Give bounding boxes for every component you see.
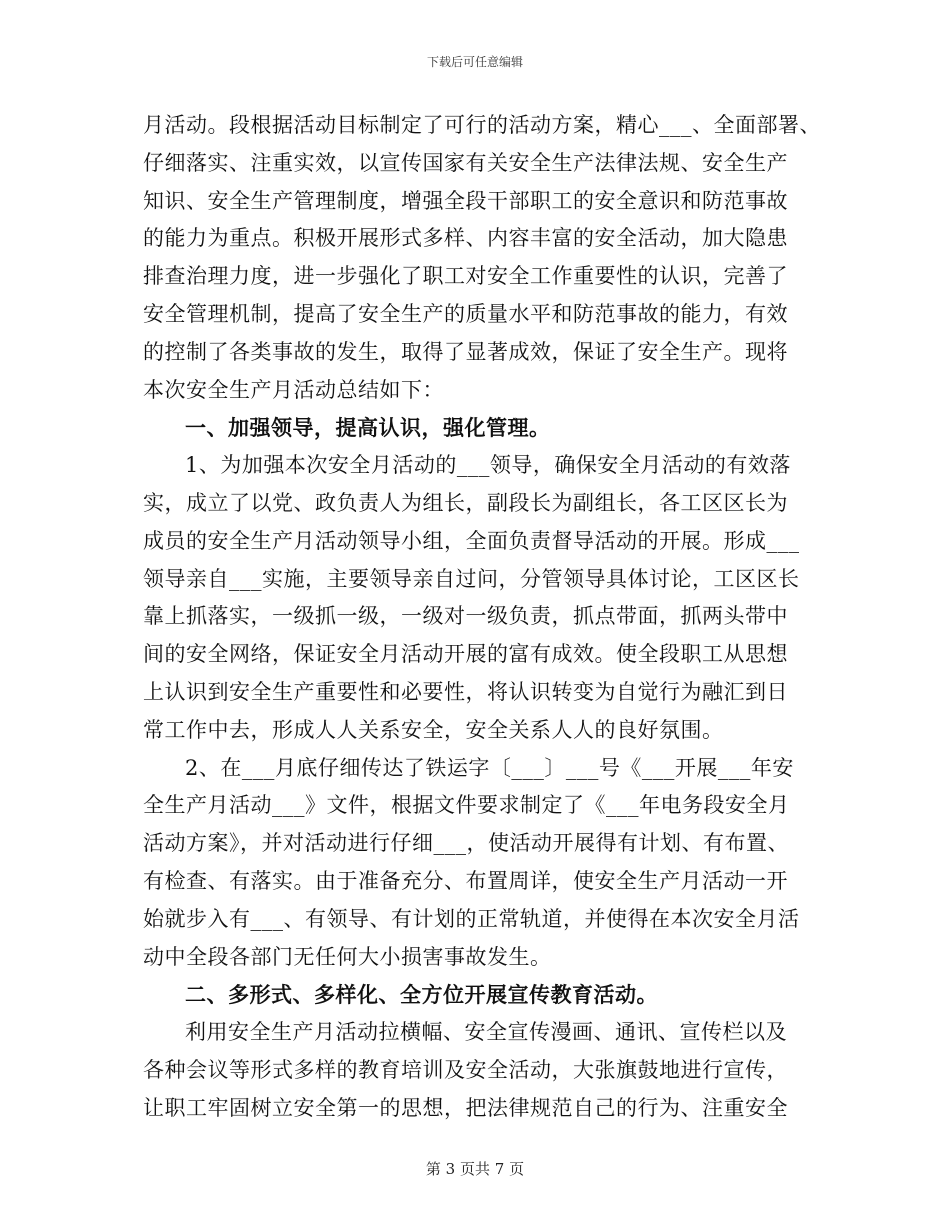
body-text-line: 活动方案》，并对活动进行仔细___，使活动开展得有计划、有布置、 [143,831,789,856]
body-text-line: 仔细落实、注重实效，以宣传国家有关安全生产法律法规、安全生产 [143,150,788,175]
body-text-line: 常工作中去，形成人人关系安全，安全关系人人的良好氛围。 [143,717,724,742]
body-text-line: 安全管理机制，提高了安全生产的质量水平和防范事故的能力，有效 [143,301,788,326]
body-text-line: 成员的安全生产月活动领导小组，全面负责督导活动的开展。形成___ [143,528,800,553]
body-text-line: 2、在___月底仔细传达了铁运字〔___〕___号《___开展___年安 [185,755,794,780]
body-text-line: 让职工牢固树立安全第一的思想，把法律规范自己的行为、注重安全 [143,1095,788,1120]
body-text-line: 全生产月活动___》文件，根据文件要求制定了《___年电务段安全月 [143,793,790,818]
section-heading: 二、多形式、多样化、全方位开展宣传教育活动。 [185,982,658,1008]
body-text-line: 的能力为重点。积极开展形式多样、内容丰富的安全活动，加大隐患 [143,226,788,251]
body-text-line: 上认识到安全生产重要性和必要性，将认识转变为自觉行为融汇到日 [143,679,788,704]
document-body [143,107,821,1128]
body-text-line: 间的安全网络，保证安全月活动开展的富有成效。使全段职工从思想 [143,642,788,667]
body-text-line: 1、为加强本次安全月活动的___领导，确保安全月活动的有效落 [185,453,791,478]
page-footer: 第 3 页共 7 页 [425,1160,525,1178]
body-text-line: 本次安全生产月活动总结如下： [143,377,444,402]
page-header: 下载后可任意编辑 [426,55,523,69]
body-text-line: 排查治理力度，进一步强化了职工对安全工作重要性的认识，完善了 [143,264,788,289]
section-heading: 一、加强领导，提高认识，强化管理。 [185,415,551,441]
body-text-line: 利用安全生产月活动拉横幅、安全宣传漫画、通讯、宣传栏以及 [185,1020,787,1045]
body-text-line: 实，成立了以党、政负责人为组长，副段长为副组长，各工区区长为 [143,490,788,515]
body-text-line: 的控制了各类事故的发生，取得了显著成效，保证了安全生产。现将 [143,339,788,364]
body-text-line: 月活动。段根据活动目标制定了可行的活动方案，精心___、全面部署、 [143,113,821,137]
body-text-line: 动中全段各部门无任何大小损害事故发生。 [143,944,552,969]
body-text-line: 知识、安全生产管理制度，增强全段干部职工的安全意识和防范事故 [143,188,788,213]
body-text-line: 靠上抓落实，一级抓一级，一级对一级负责，抓点带面，抓两头带中 [143,604,788,629]
body-text-line: 各种会议等形式多样的教育培训及安全活动，大张旗鼓地进行宣传， [143,1057,788,1082]
body-text-line: 始就步入有___、有领导、有计划的正常轨道，并使得在本次安全月活 [143,906,800,931]
body-text-line: 有检查、有落实。由于准备充分、布置周详，使安全生产月活动一开 [143,868,788,893]
body-text-line: 领导亲自___实施，主要领导亲自过问，分管领导具体讨论，工区区长 [143,566,800,591]
